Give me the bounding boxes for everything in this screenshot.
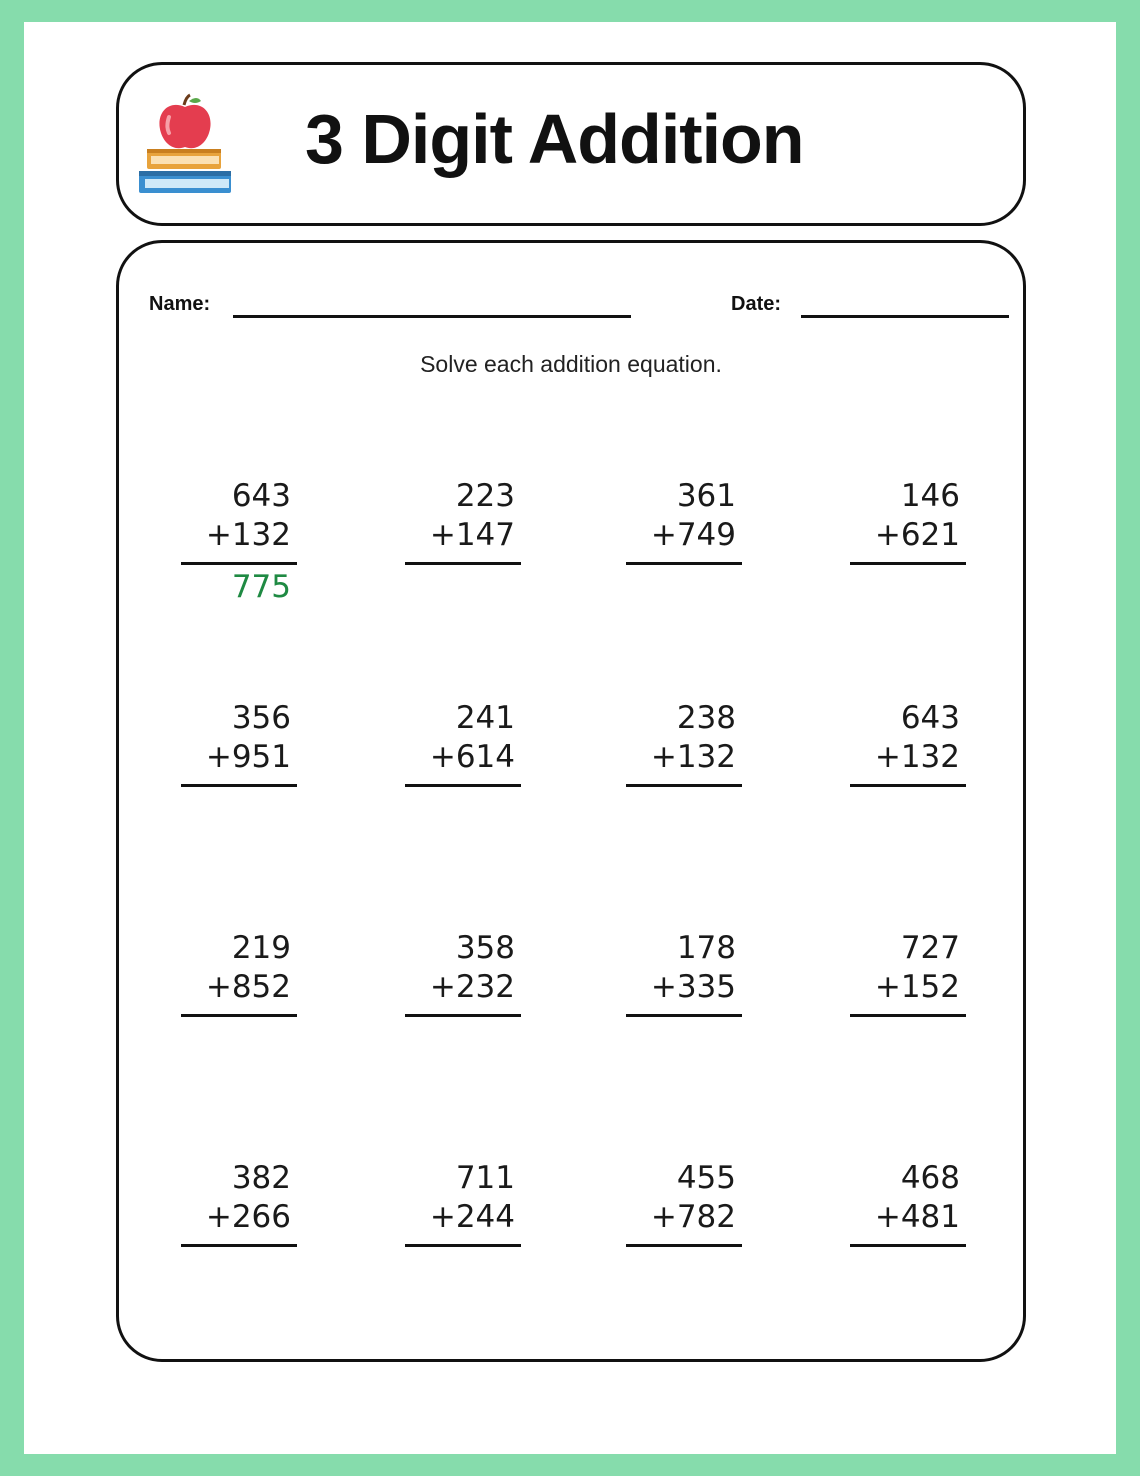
addend-top: 358 xyxy=(455,930,515,966)
addend-top: 146 xyxy=(900,478,960,514)
sum-line xyxy=(181,784,297,787)
addend-bottom: +782 xyxy=(650,1199,736,1235)
sum-line xyxy=(405,784,521,787)
addend-top: 223 xyxy=(455,478,515,514)
problem-15 xyxy=(626,1159,742,1249)
addend-bottom: +266 xyxy=(205,1199,291,1235)
addend-bottom: +244 xyxy=(429,1199,515,1235)
addend-top: 382 xyxy=(231,1160,291,1196)
problem-12 xyxy=(850,929,966,1019)
sum-line xyxy=(405,1014,521,1017)
addend-top: 455 xyxy=(676,1160,736,1196)
problem-3 xyxy=(626,477,742,567)
addend-top: 361 xyxy=(676,478,736,514)
addend-top: 238 xyxy=(676,700,736,736)
addend-bottom: +132 xyxy=(205,517,291,553)
apple-on-books-icon xyxy=(137,93,237,203)
date-label: Date: xyxy=(731,293,782,315)
addend-top: 241 xyxy=(455,700,515,736)
addend-bottom: +951 xyxy=(205,739,291,775)
sum-line xyxy=(850,1244,966,1247)
problem-8 xyxy=(850,699,966,789)
problem-13 xyxy=(181,1159,297,1249)
answer-field[interactable]: 775 xyxy=(231,569,291,605)
addend-top: 643 xyxy=(231,478,291,514)
addend-top: 178 xyxy=(676,930,736,966)
addend-top: 727 xyxy=(900,930,960,966)
addend-bottom: +621 xyxy=(874,517,960,553)
addend-top: 356 xyxy=(231,700,291,736)
problem-5 xyxy=(181,699,297,789)
problem-7 xyxy=(626,699,742,789)
addend-bottom: +481 xyxy=(874,1199,960,1235)
name-label: Name: xyxy=(149,293,211,315)
problem-16 xyxy=(850,1159,966,1249)
problem-4 xyxy=(850,477,966,567)
addend-top: 219 xyxy=(231,930,291,966)
problem-9 xyxy=(181,929,297,1019)
worksheet-body xyxy=(116,240,1026,1362)
instructions: Solve each addition equation. xyxy=(420,351,722,377)
sum-line xyxy=(405,562,521,565)
worksheet-page xyxy=(24,22,1116,1454)
sum-line xyxy=(405,1244,521,1247)
sum-line xyxy=(626,1244,742,1247)
addend-bottom: +614 xyxy=(429,739,515,775)
addend-top: 468 xyxy=(900,1160,960,1196)
addend-bottom: +132 xyxy=(874,739,960,775)
addend-top: 711 xyxy=(455,1160,515,1196)
addend-bottom: +335 xyxy=(650,969,736,1005)
sum-line xyxy=(850,562,966,565)
addend-bottom: +152 xyxy=(874,969,960,1005)
addend-bottom: +749 xyxy=(650,517,736,553)
sum-line xyxy=(181,1014,297,1017)
problem-2 xyxy=(405,477,521,567)
sum-line xyxy=(850,1014,966,1017)
problem-14 xyxy=(405,1159,521,1249)
sum-line xyxy=(626,1014,742,1017)
sum-line xyxy=(181,1244,297,1247)
problem-10 xyxy=(405,929,521,1019)
problem-1 xyxy=(181,477,297,607)
date-line[interactable] xyxy=(801,315,1009,318)
addend-top: 643 xyxy=(900,700,960,736)
addend-bottom: +132 xyxy=(650,739,736,775)
name-line[interactable] xyxy=(233,315,631,318)
problem-11 xyxy=(626,929,742,1019)
sum-line xyxy=(626,784,742,787)
addend-bottom: +852 xyxy=(205,969,291,1005)
sum-line xyxy=(626,562,742,565)
problem-6 xyxy=(405,699,521,789)
title-banner xyxy=(116,62,1026,226)
sum-line xyxy=(181,562,297,565)
page-title: 3 Digit Addition xyxy=(305,100,804,178)
addend-bottom: +147 xyxy=(429,517,515,553)
sum-line xyxy=(850,784,966,787)
addend-bottom: +232 xyxy=(429,969,515,1005)
